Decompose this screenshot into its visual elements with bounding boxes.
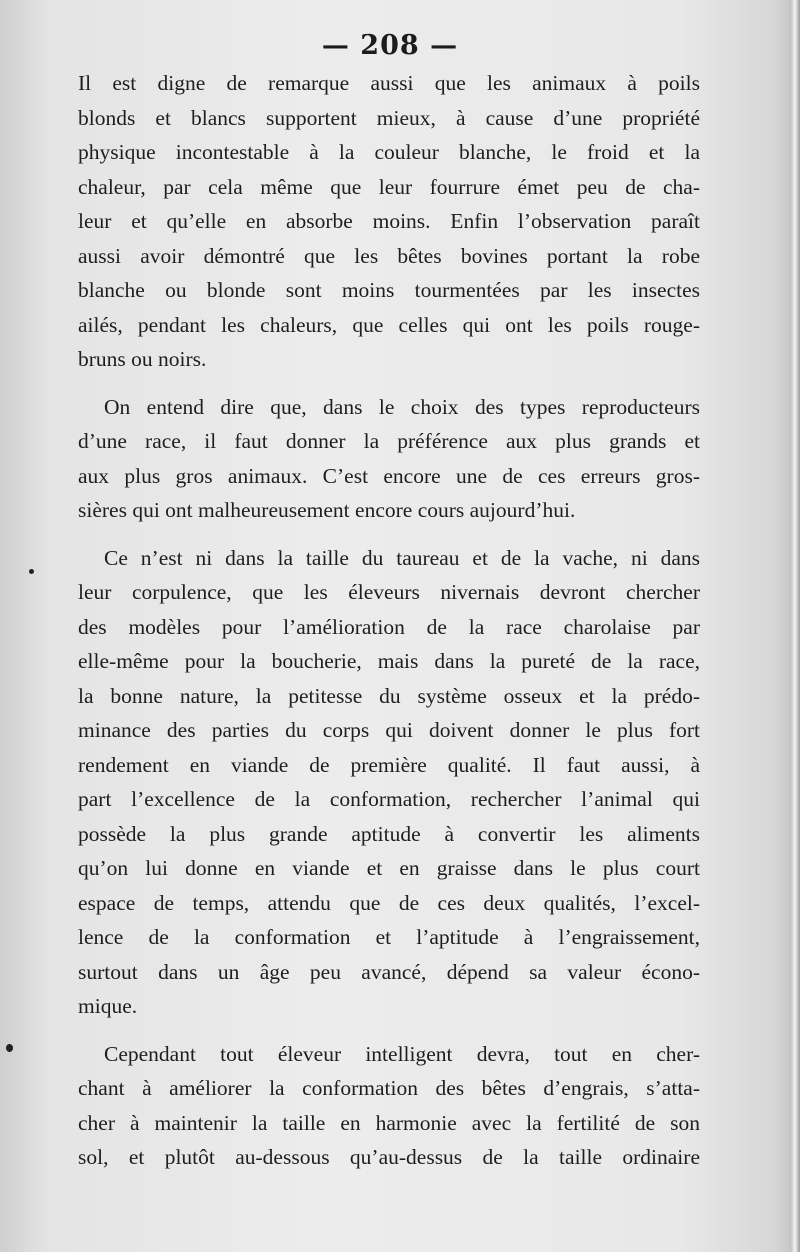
paragraph bbox=[78, 66, 700, 377]
text-line: des modèles pour l’amélioration de la race charolaise par bbox=[78, 614, 700, 639]
text-line: sières qui ont malheureusement encore cours aujourd’hui. bbox=[78, 498, 576, 522]
body-text bbox=[78, 66, 700, 1188]
text-line: On entend dire que, dans le choix des types reproducteurs bbox=[104, 394, 700, 419]
text-line: chaleur, par cela même que leur fourrure émet peu de cha- bbox=[78, 174, 700, 199]
text-line: sol, et plutôt au-dessous qu’au-dessus de la taille ordinaire bbox=[78, 1145, 700, 1169]
text-line: Il est digne de remarque aussi que les animaux à poils bbox=[78, 71, 700, 95]
text-line: espace de temps, attendu que de ces deux qualités, l’excel- bbox=[78, 890, 700, 915]
text-line: possède la plus grande aptitude à convertir les aliments bbox=[78, 821, 700, 846]
text-line: Cependant tout éleveur intelligent devra, tout en cher- bbox=[104, 1041, 700, 1066]
text-line: part l’excellence de la conformation, rechercher l’animal qui bbox=[78, 787, 700, 811]
text-line: physique incontestable à la couleur blanche, le froid et la bbox=[78, 140, 700, 164]
text-line: d’une race, il faut donner la préférence aux plus grands et bbox=[78, 429, 700, 453]
page-number: — 208 — bbox=[321, 30, 459, 61]
text-line: chant à améliorer la conformation des bêtes d’engrais, s’atta- bbox=[78, 1076, 700, 1100]
text-line: elle-même pour la boucherie, mais dans la pureté de la race, bbox=[78, 649, 700, 673]
text-line: Ce n’est ni dans la taille du taureau et de la vache, ni dans bbox=[104, 545, 700, 570]
text-line: minance des parties du corps qui doivent donner le plus fort bbox=[78, 718, 700, 742]
text-line: aux plus gros animaux. C’est encore une de ces erreurs gros- bbox=[78, 463, 700, 488]
text-line: qu’on lui donne en viande et en graisse dans le plus court bbox=[78, 856, 700, 880]
text-line: rendement en viande de première qualité. Il faut aussi, à bbox=[78, 752, 700, 777]
text-line: cher à maintenir la taille en harmonie avec la fertilité de son bbox=[78, 1110, 700, 1135]
text-line: leur et qu’elle en absorbe moins. Enfin l’observation paraît bbox=[78, 209, 700, 233]
text-line: aussi avoir démontré que les bêtes bovines portant la robe bbox=[78, 243, 700, 268]
text-line: blanche ou blonde sont moins tourmentées par les insectes bbox=[78, 278, 700, 302]
paragraph bbox=[78, 390, 700, 528]
text-line: blonds et blancs supportent mieux, à cause d’une propriété bbox=[78, 105, 700, 130]
text-line: bruns ou noirs. bbox=[78, 347, 207, 371]
ink-dot bbox=[29, 569, 34, 574]
ink-dot bbox=[6, 1044, 13, 1052]
page-edge bbox=[790, 0, 800, 1252]
text-line: surtout dans un âge peu avancé, dépend sa valeur écono- bbox=[78, 959, 700, 984]
text-line: lence de la conformation et l’aptitude à l’engraissement, bbox=[78, 925, 700, 949]
text-line: ailés, pendant les chaleurs, que celles qui ont les poils rouge- bbox=[78, 312, 700, 337]
paragraph bbox=[78, 541, 700, 1024]
text-line: mique. bbox=[78, 994, 138, 1018]
text-line: leur corpulence, que les éleveurs nivernais devront chercher bbox=[78, 580, 700, 604]
paragraph bbox=[78, 1037, 700, 1175]
text-line: la bonne nature, la petitesse du système osseux et la prédo- bbox=[78, 683, 700, 708]
